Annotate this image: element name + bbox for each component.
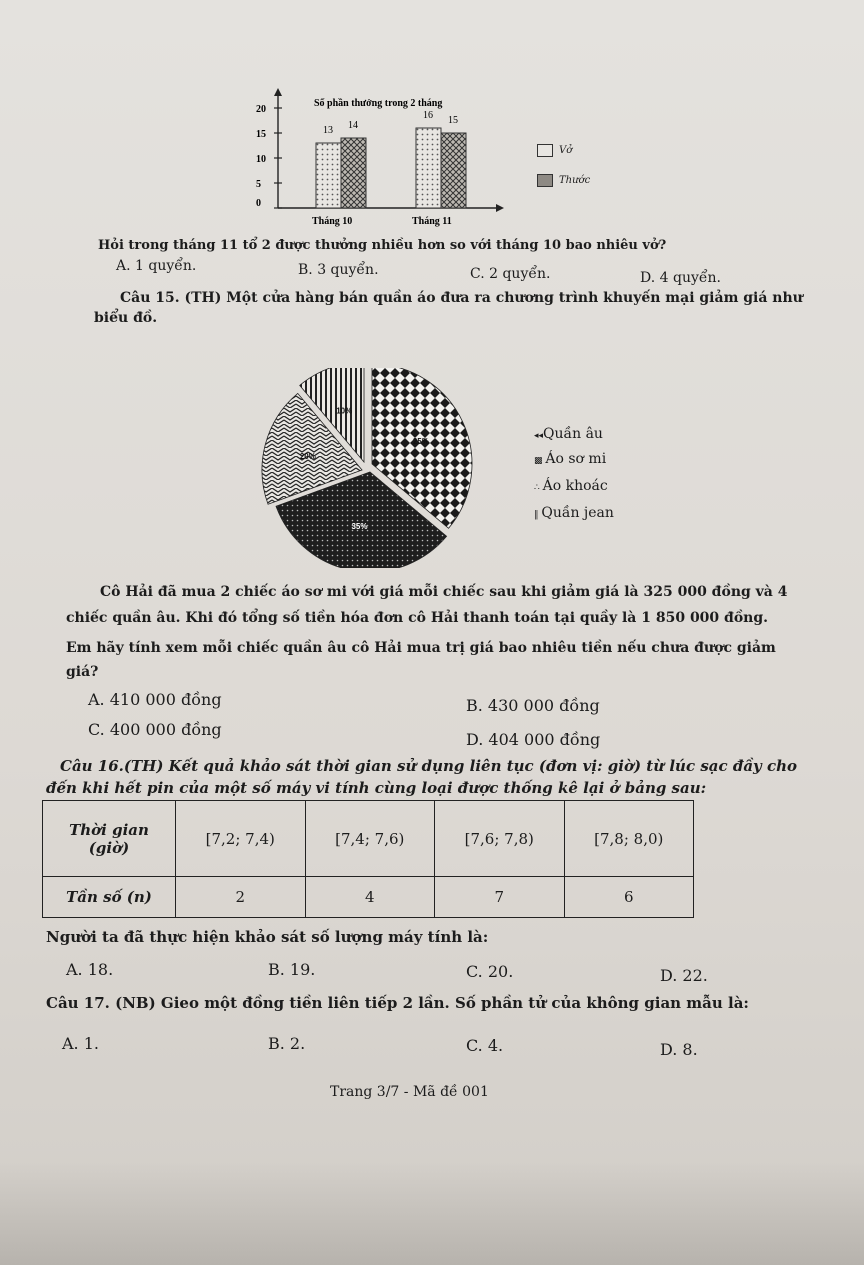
pie-value-label: 25% — [412, 436, 429, 446]
x-category-label: Tháng 10 — [312, 216, 353, 227]
bar-legend-item-vo — [537, 144, 572, 157]
q15-option-a: A. 410 000 đồng — [88, 690, 222, 709]
legend-marker-icon: ‖ — [534, 510, 542, 520]
q16-question: Người ta đã thực hiện khảo sát số lượng máy tính là: — [46, 928, 489, 946]
q17-option-a: A. 1. — [62, 1034, 99, 1053]
y-tick-label: 10 — [256, 154, 266, 165]
table-cell-interval: [7,2; 7,4) — [176, 801, 306, 877]
pie-legend-item-quan-jean — [534, 505, 614, 521]
legend-swatch-hatch — [537, 174, 553, 187]
y-tick-label: 5 — [256, 179, 261, 190]
page-footer: Trang 3/7 - Mã đề 001 — [330, 1084, 489, 1100]
q14-option-d: D. 4 quyển. — [640, 270, 721, 286]
bar-value-label: 16 — [423, 110, 433, 121]
table-cell-frequency: 4 — [305, 877, 435, 918]
legend-marker-icon: ▩ — [534, 456, 546, 466]
legend-marker-icon: ◂◂ — [534, 431, 544, 441]
q15-body-2: chiếc quần âu. Khi đó tổng số tiền hóa đơn cô Hải thanh toán tại quầy là 1 850 000 đồng. — [66, 610, 769, 626]
q15-line1: Câu 15. (TH) Một cửa hàng bán quần áo đưa ra chương trình khuyến mại giảm giá như — [120, 290, 803, 306]
table-row — [43, 877, 694, 918]
bar — [341, 138, 366, 208]
q15-option-c: C. 400 000 đồng — [88, 720, 222, 739]
page-edge-shadow — [0, 1160, 864, 1265]
q14-question: Hỏi trong tháng 11 tổ 2 được thưởng nhiều hơn so với tháng 10 bao nhiêu vở? — [98, 238, 667, 253]
q16-option-b: B. 19. — [268, 960, 316, 979]
x-category-label: Tháng 11 — [412, 216, 452, 227]
q15-body-3: Em hãy tính xem mỗi chiếc quần âu cô Hải mua trị giá bao nhiêu tiền nếu chưa được giảm — [66, 640, 776, 656]
bar-chart-title: Số phần thưởng trong 2 tháng — [314, 98, 443, 109]
y-tick-label: 20 — [256, 104, 266, 115]
x-axis-arrow — [496, 204, 504, 212]
table-header-line: Thời gian — [69, 820, 149, 839]
table-cell-frequency: 7 — [435, 877, 565, 918]
q16-line2: đến khi hết pin của một số máy vi tính cùng loại được thống kê lại ở bảng sau: — [46, 779, 707, 797]
bar-value-label: 13 — [323, 125, 333, 136]
q16-option-c: C. 20. — [466, 962, 514, 981]
bar — [316, 143, 341, 208]
q14-option-c: C. 2 quyển. — [470, 266, 551, 282]
q17-option-b: B. 2. — [268, 1034, 306, 1053]
q16-line1: Câu 16.(TH) Kết quả khảo sát thời gian sử dụng liên tục (đơn vị: giờ) từ lúc sạc đầy cho — [60, 757, 798, 775]
bar-legend-label: Vở — [559, 145, 573, 156]
table-header-line: (giờ) — [88, 838, 130, 857]
pie-legend-label: Quần jean — [541, 505, 614, 521]
table-cell-frequency: 2 — [176, 877, 306, 918]
table-header-frequency: Tần số (n) — [43, 877, 176, 918]
pie-value-label: 10% — [336, 406, 353, 416]
pie-legend-item-quan-au — [534, 426, 603, 442]
pie-legend-item-ao-so-mi — [534, 451, 606, 467]
q14-option-a: A. 1 quyển. — [116, 258, 197, 274]
pie-legend-label: Áo khoác — [542, 478, 608, 494]
bar-legend-label: Thước — [559, 175, 591, 186]
table-header-time — [43, 801, 176, 877]
pie-value-label: 20% — [299, 451, 316, 461]
q16-option-d: D. 22. — [660, 966, 708, 985]
table-cell-frequency: 6 — [564, 877, 694, 918]
frequency-table — [42, 800, 694, 918]
legend-marker-icon: ∴ — [534, 483, 543, 493]
pie-legend-label: Quần âu — [543, 426, 603, 442]
legend-swatch-dots — [537, 144, 553, 157]
pie-chart — [260, 368, 480, 568]
q15-line2: biểu đồ. — [94, 310, 158, 326]
bar-legend-item-thuoc — [537, 174, 590, 187]
q15-option-b: B. 430 000 đồng — [466, 696, 600, 715]
pie-value-label: 35% — [351, 522, 368, 532]
q16-option-a: A. 18. — [66, 960, 114, 979]
q15-body-1: Cô Hải đã mua 2 chiếc áo sơ mi với giá mỗi chiếc sau khi giảm giá là 325 000 đồng và 4 — [100, 584, 788, 600]
y-tick-label: 15 — [256, 129, 266, 140]
table-row — [43, 801, 694, 877]
table-cell-interval: [7,6; 7,8) — [435, 801, 565, 877]
y-axis-arrow — [274, 88, 282, 96]
q15-body-4: giá? — [66, 664, 99, 680]
pie-legend-label: Áo sơ mi — [545, 451, 607, 467]
q17-option-c: C. 4. — [466, 1036, 504, 1055]
bar-value-label: 15 — [448, 115, 458, 126]
bar — [441, 133, 466, 208]
q17-option-d: D. 8. — [660, 1040, 698, 1059]
q14-option-b: B. 3 quyển. — [298, 262, 379, 278]
bar — [416, 128, 441, 208]
pie-legend-item-ao-khoac — [534, 478, 608, 494]
bar-chart — [240, 82, 530, 232]
q15-option-d: D. 404 000 đồng — [466, 730, 601, 749]
q17-question: Câu 17. (NB) Gieo một đồng tiền liên tiếp 2 lần. Số phần tử của không gian mẫu là: — [46, 994, 749, 1012]
bar-value-label: 14 — [348, 120, 358, 131]
table-cell-interval: [7,4; 7,6) — [305, 801, 435, 877]
y-tick-label: 0 — [256, 198, 261, 209]
table-cell-interval: [7,8; 8,0) — [564, 801, 694, 877]
